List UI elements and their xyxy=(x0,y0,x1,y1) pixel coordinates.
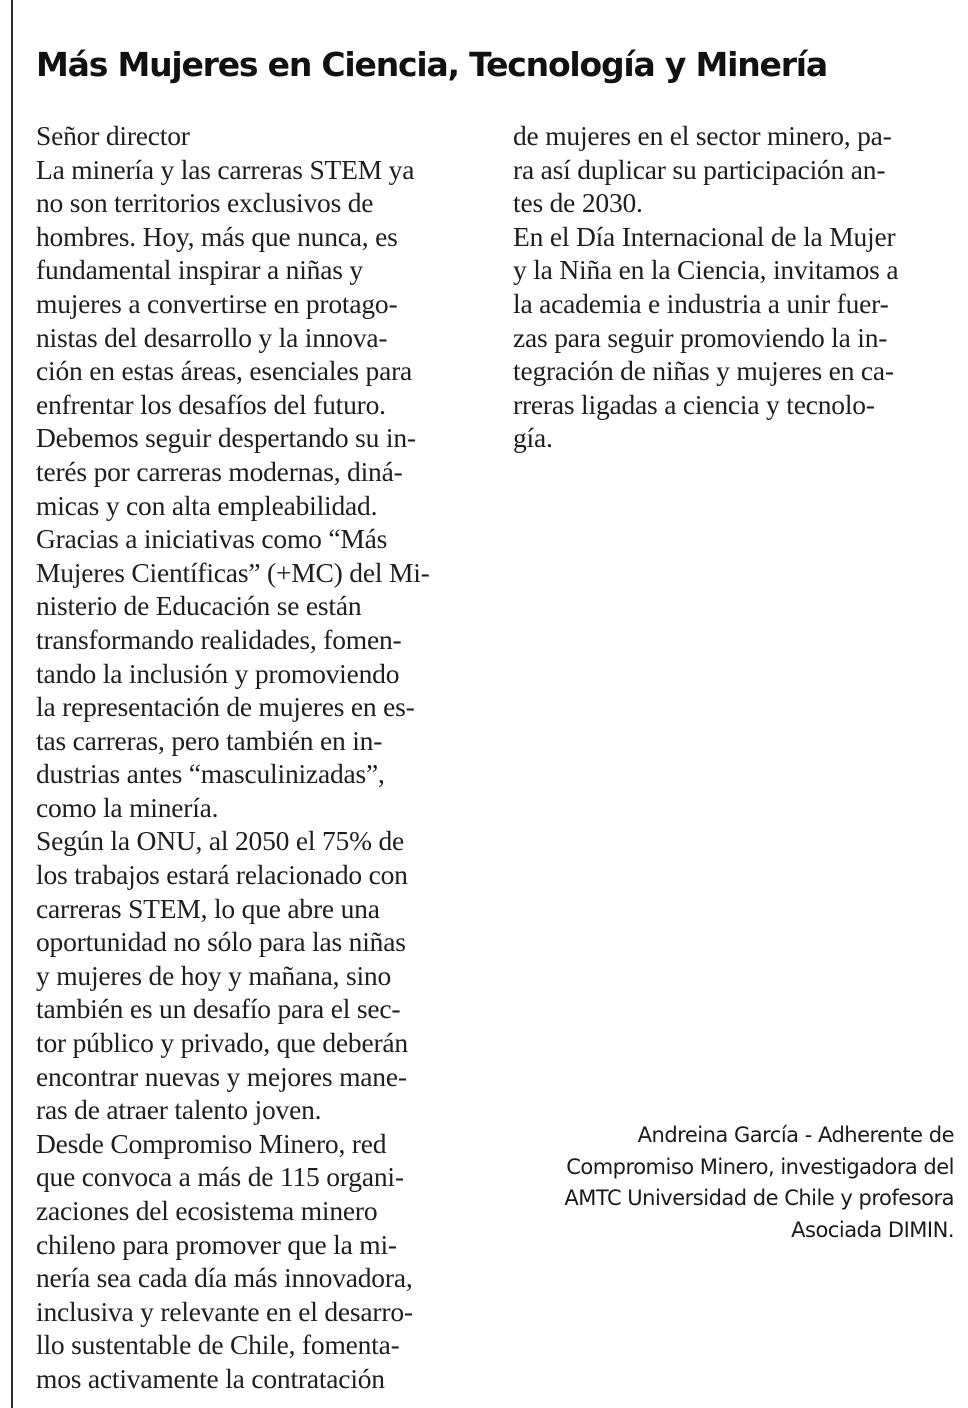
body-text-line: llo sustentable de Chile, fomenta- xyxy=(36,1329,400,1361)
body-text-line: dustrias antes “masculinizadas”, xyxy=(36,758,385,790)
body-text-line: que convoca a más de 115 organi- xyxy=(36,1161,404,1193)
body-text-line: Debemos seguir despertando su in- xyxy=(36,422,416,454)
body-text-line: Señor director xyxy=(36,120,190,151)
body-text-line: tas carreras, pero también en in- xyxy=(36,724,383,756)
body-text-line: ras de atraer talento joven. xyxy=(36,1094,322,1126)
body-text-line: gía. xyxy=(513,422,553,454)
signature-line: Andreina García - Adherente de xyxy=(637,1123,954,1147)
body-text-line: como la minería. xyxy=(36,791,219,823)
signature-line: Compromiso Minero, investigadora del xyxy=(566,1154,954,1179)
body-text-line: nería sea cada día más innovadora, xyxy=(36,1262,413,1294)
body-text-line: chileno para promover que la mi- xyxy=(36,1228,397,1260)
right-column xyxy=(513,119,963,455)
body-text-line: mos activamente la contratación xyxy=(36,1362,385,1394)
body-text-line: fundamental inspirar a niñas y xyxy=(36,254,363,286)
body-text-line: tando la inclusión y promoviendo xyxy=(36,657,400,689)
body-text-line: y la Niña en la Ciencia, invitamos a xyxy=(513,254,899,286)
body-text-line: y mujeres de hoy y mañana, sino xyxy=(36,959,392,991)
body-text-line: la representación de mujeres en es- xyxy=(36,691,415,723)
body-text-line: enfrentar los desafíos del futuro. xyxy=(36,388,386,420)
body-text-line: también es un desafío para el sec- xyxy=(36,993,401,1025)
signature-line: Asociada DIMIN. xyxy=(791,1217,954,1242)
body-text-line: tor público y privado, que deberán xyxy=(36,1027,408,1059)
author-signature xyxy=(564,1120,954,1246)
body-text-line: ción en estas áreas, esenciales para xyxy=(36,355,413,387)
body-text-line: rreras ligadas a ciencia y tecnolo- xyxy=(513,388,875,420)
body-text-line: hombres. Hoy, más que nunca, es xyxy=(36,220,398,252)
body-text-line: encontrar nuevas y mejores mane- xyxy=(36,1060,407,1092)
body-text-line: zas para seguir promoviendo la in- xyxy=(513,321,888,353)
body-text-line: Gracias a iniciativas como “Más xyxy=(36,523,388,555)
left-column xyxy=(36,119,506,1396)
body-text-line: ra así duplicar su participación an- xyxy=(513,153,886,185)
body-text-line: carreras STEM, lo que abre una xyxy=(36,892,380,924)
body-text-line: la academia e industria a unir fuer- xyxy=(513,287,889,319)
body-text-line: nisterio de Educación se están xyxy=(36,590,362,622)
signature-line: AMTC Universidad de Chile y profesora xyxy=(564,1186,954,1210)
body-text-line: En el Día Internacional de la Mujer xyxy=(513,220,896,252)
body-text-line: tegración de niñas y mujeres en ca- xyxy=(513,355,894,387)
body-text-line: micas y con alta empleabilidad. xyxy=(36,489,378,521)
body-text-line: La minería y las carreras STEM ya xyxy=(36,153,415,185)
body-text-line: nistas del desarrollo y la innova- xyxy=(36,321,388,353)
page-border-line xyxy=(11,0,13,1408)
body-text-line: Desde Compromiso Minero, red xyxy=(36,1127,387,1159)
body-text-line: mujeres a convertirse en protago- xyxy=(36,287,398,319)
body-text-line: transformando realidades, fomen- xyxy=(36,623,402,655)
body-text-line: los trabajos estará relacionado con xyxy=(36,859,408,891)
body-text-line: Según la ONU, al 2050 el 75% de xyxy=(36,825,405,857)
body-text-line: no son territorios exclusivos de xyxy=(36,187,374,219)
article-title: Más Mujeres en Ciencia, Tecnología y Minería xyxy=(36,45,827,84)
body-text-line: zaciones del ecosistema minero xyxy=(36,1195,378,1226)
body-text-line: Mujeres Científicas” (+MC) del Mi- xyxy=(36,556,430,588)
body-text-line: oportunidad no sólo para las niñas xyxy=(36,926,406,958)
body-text-line: terés por carreras modernas, diná- xyxy=(36,455,403,487)
body-text-line: inclusiva y relevante en el desarro- xyxy=(36,1295,413,1327)
body-text-line: de mujeres en el sector minero, pa- xyxy=(513,120,892,151)
body-text-line: tes de 2030. xyxy=(513,187,643,219)
